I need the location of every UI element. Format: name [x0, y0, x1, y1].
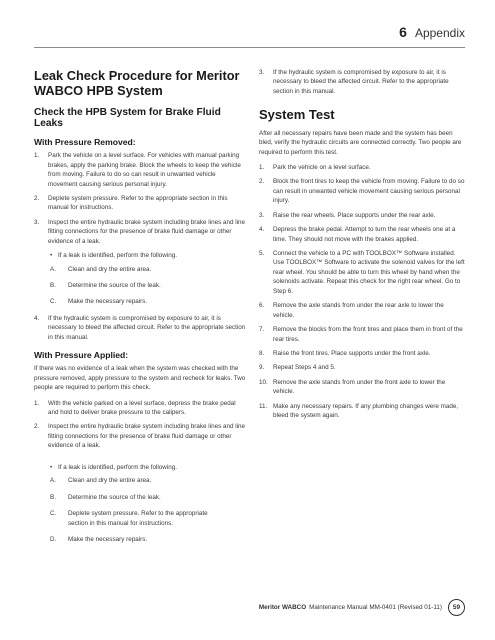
pressure-applied-heading: With Pressure Applied: [34, 350, 129, 361]
sub-text: Determine the source of the leak. [68, 493, 161, 501]
step-text: Block the front tires to keep the vehicle from moving. Failure to do so can result in unwanted vehicle movement causing serious personal injury. [273, 178, 465, 205]
page-footer [259, 599, 465, 616]
procedure-subtitle: Check the HPB System for Brake Fluid Leaks [34, 107, 221, 130]
sub-text: Deplete system pressure. Refer to the appropriate section in this manual for instructions. [68, 510, 208, 527]
bullet-icon: • [50, 464, 53, 471]
pressure-removed-heading: With Pressure Removed: [34, 137, 136, 148]
bullet-text: If a leak is identified, perform the following. [58, 464, 178, 471]
list-item [259, 249, 465, 296]
list-item [259, 68, 465, 96]
section-number: 6 [399, 24, 407, 40]
step-number: 1. [259, 163, 265, 171]
step-text: Inspect the entire hydraulic brake system including brake lines and line fitting connections for the presence of brake fluid damage or other evidence of a leak. [48, 218, 246, 245]
step-number: 3. [259, 69, 265, 76]
sub-letter: C. [50, 298, 57, 306]
system-test-title: System Test [259, 107, 335, 123]
step-text: Raise the rear wheels. Place supports under the rear axle. [273, 211, 436, 219]
sub-text: Clean and dry the entire area. [68, 265, 152, 273]
procedure-title: Leak Check Procedure for Meritor WABCO HPB System [34, 68, 240, 99]
step-number: 2. [259, 178, 265, 186]
list-item [34, 151, 246, 189]
list-item [34, 314, 246, 342]
list-item [259, 163, 465, 172]
system-test-intro: After all necessary repairs have been made and the system has been bled, verify the hydraulic circuits are connected correctly. Two people are required to perform this test. [259, 129, 462, 156]
list-item [259, 363, 465, 372]
bullet-item [34, 251, 246, 260]
list-item [34, 509, 218, 528]
step-number: 5. [259, 250, 265, 258]
list-item [34, 422, 246, 450]
step-number: 10. [259, 378, 268, 386]
sub-letter: D. [50, 536, 57, 544]
list-item [34, 476, 284, 485]
pressure-removed-step-4 [34, 314, 246, 342]
step-text: Inspect the entire hydraulic brake system including brake lines and line fitting connections for the presence of brake fluid damage or other evidence of a leak. [48, 423, 246, 450]
step-text: Connect the vehicle to a PC with TOOLBOX™ Software installed. Use TOOLBOX™ Software to activate the solenoid valves for the left rear wheel. You should be able to turn this wheel by hand when the solenoids activate. Repeat this check for the right rear wheel. Go to Step 6. [273, 250, 465, 295]
list-item [34, 265, 246, 274]
pressure-applied-followup [34, 463, 284, 552]
step-text: If the hydraulic system is compromised by exposure to air, it is necessary to bleed the affected circuit. Refer to the appropriate section in this manual. [273, 69, 449, 95]
step-number: 2. [34, 423, 40, 431]
sub-letter: A. [50, 265, 56, 273]
list-item [259, 225, 465, 244]
list-item [259, 211, 465, 220]
sub-letter: B. [50, 282, 56, 289]
sub-text: Make the necessary repairs. [68, 298, 148, 306]
pressure-applied-intro: If there was no evidence of a leak when the system was checked with the pressure removed, apply pressure to the system and recheck for leaks. Two people are required to perform this check. [34, 365, 246, 392]
list-item [259, 325, 465, 344]
sub-text: Make the necessary repairs. [68, 536, 148, 544]
footer-brand: Meritor WABCO [258, 604, 307, 611]
sub-letter: B. [50, 493, 56, 501]
step-number: 1. [34, 399, 40, 407]
system-test-steps [259, 163, 465, 421]
section-name: Appendix [414, 26, 465, 40]
page-header [399, 24, 465, 40]
list-item [259, 402, 465, 421]
pressure-removed-step-3-cont [259, 68, 465, 96]
step-number: 3. [34, 218, 40, 226]
list-item [34, 493, 284, 502]
list-item [259, 177, 465, 205]
step-text: Remove the axle stands from under the front axle to lower the vehicle. [273, 378, 446, 396]
page-number: 59 [448, 599, 465, 616]
step-number: 7. [259, 326, 265, 334]
left-column [34, 68, 246, 456]
list-item [259, 301, 465, 320]
step-number: 4. [34, 314, 40, 322]
step-text: Park the vehicle on a level surface. [273, 163, 371, 171]
list-item [34, 297, 246, 306]
step-text: Make any necessary repairs. If any plumbing changes were made, bleed the system again. [273, 402, 459, 420]
step-number: 11. [259, 402, 268, 410]
sub-letter: A. [50, 477, 56, 485]
step-text: Depress the brake pedal. Attempt to turn the rear wheels one at a time. They should not move with the brakes applied. [273, 226, 456, 243]
header-rule [34, 47, 465, 48]
step-text: Remove the blocks from the front tires and place them in front of the rear tires. [273, 326, 463, 343]
list-item [259, 378, 465, 397]
list-item [34, 218, 246, 246]
list-item [34, 535, 284, 544]
list-item [34, 281, 246, 290]
step-number: 2. [34, 194, 40, 202]
step-text: With the vehicle parked on a level surface, depress the brake pedal and hold to deliver brake pressure to the calipers. [48, 399, 236, 416]
step-text: Repeat Steps 4 and 5. [273, 364, 336, 372]
pressure-applied-steps [34, 399, 246, 451]
step-number: 1. [34, 152, 40, 160]
step-text: Remove the axle stands from under the rear axle to lower the vehicle. [273, 302, 444, 319]
step-number: 9. [259, 364, 265, 372]
sub-steps [34, 476, 284, 544]
right-column [259, 68, 465, 426]
list-item [34, 194, 246, 213]
footer-manual: Maintenance Manual MM-0401 (Revised 01-11) [309, 604, 442, 611]
sub-text: Clean and dry the entire area. [68, 477, 152, 485]
step-text: If the hydraulic system is compromised by exposure to air, it is necessary to bleed the affected circuit. Refer to the appropriate section in this manual. [48, 314, 246, 341]
step-number: 8. [259, 349, 265, 357]
step-number: 3. [259, 211, 265, 219]
bullet-text: If a leak is identified, perform the following. [58, 252, 178, 260]
bullet-icon: • [50, 252, 53, 260]
pressure-removed-steps [34, 151, 246, 246]
step-text: Raise the front tires. Place supports under the front axle. [273, 349, 431, 357]
sub-letter: C. [50, 510, 57, 518]
step-number: 4. [259, 226, 265, 234]
bullet-item [34, 463, 284, 472]
step-text: Deplete system pressure. Refer to the appropriate section in this manual for instructions. [48, 194, 228, 212]
step-text: Park the vehicle on a level surface. For vehicles with manual parking brakes, apply the parking brake. Block the wheels to keep the vehicle from moving. Failure to do so can result in unwanted vehicle movement causing serious personal injury. [48, 152, 241, 188]
sub-text: Determine the source of the leak. [68, 282, 161, 289]
list-item [259, 349, 465, 358]
sub-steps [34, 265, 246, 307]
list-item [34, 399, 246, 418]
step-number: 6. [259, 302, 265, 310]
